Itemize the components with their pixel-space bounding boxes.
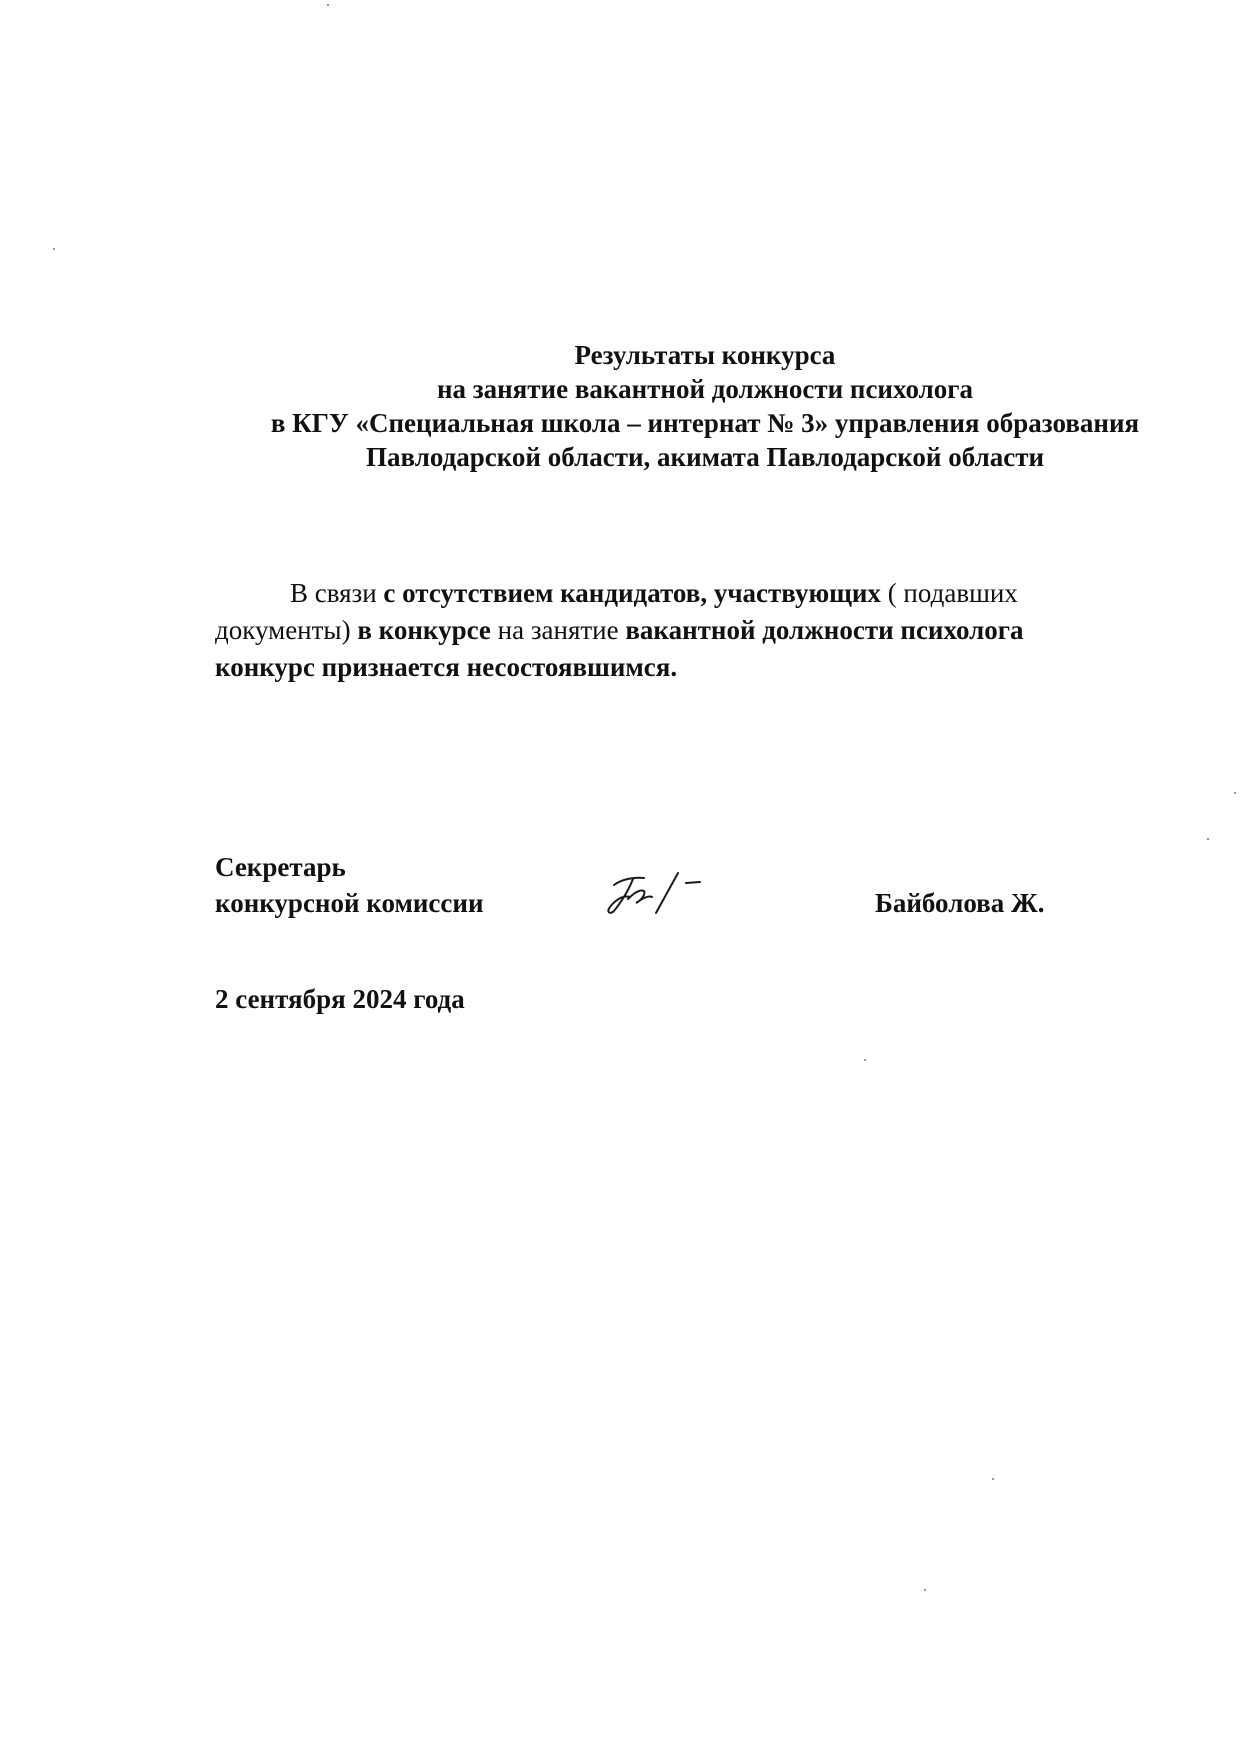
body-line-1 — [215, 575, 1115, 612]
role-line-2: конкурсной комиссии — [215, 888, 484, 918]
body-text-4: документы) — [215, 615, 358, 645]
body-paragraph — [215, 575, 1115, 686]
body-text-5: в конкурсе — [357, 615, 491, 645]
body-text-3: ( подавших — [880, 578, 1018, 608]
body-text-7: вакантной должности психолога — [625, 615, 1024, 645]
document-date: 2 сентября 2024 года — [215, 984, 465, 1014]
scan-speck — [53, 248, 55, 250]
scan-speck — [992, 1478, 994, 1480]
body-line-3: конкурс признается несостоявшимся. — [215, 652, 678, 682]
scan-speck — [1207, 838, 1209, 840]
body-text-6: на занятие — [490, 615, 626, 645]
body-line-2 — [215, 612, 1115, 649]
signatory-name: Байболова Ж. — [875, 888, 1045, 918]
signatory-role — [215, 849, 484, 921]
scan-speck — [924, 1589, 926, 1591]
title-line-4: Павлодарской области, акимата Павлодарской области — [365, 442, 1045, 472]
body-text-2: с отсутствием кандидатов, участвующих — [383, 578, 881, 608]
scan-speck — [864, 1059, 866, 1061]
document-title — [150, 338, 1240, 474]
title-line-2: на занятие вакантной должности психолога — [436, 374, 974, 404]
scan-speck — [1234, 792, 1236, 794]
title-line-3: в КГУ «Специальная школа – интернат № 3» управления образования — [270, 408, 1140, 438]
handwritten-signature-icon — [600, 855, 720, 920]
title-line-1: Результаты конкурса — [574, 340, 836, 370]
role-line-1: Секретарь — [215, 852, 346, 882]
scan-speck — [327, 4, 329, 6]
body-text-1: В связи — [290, 578, 384, 608]
